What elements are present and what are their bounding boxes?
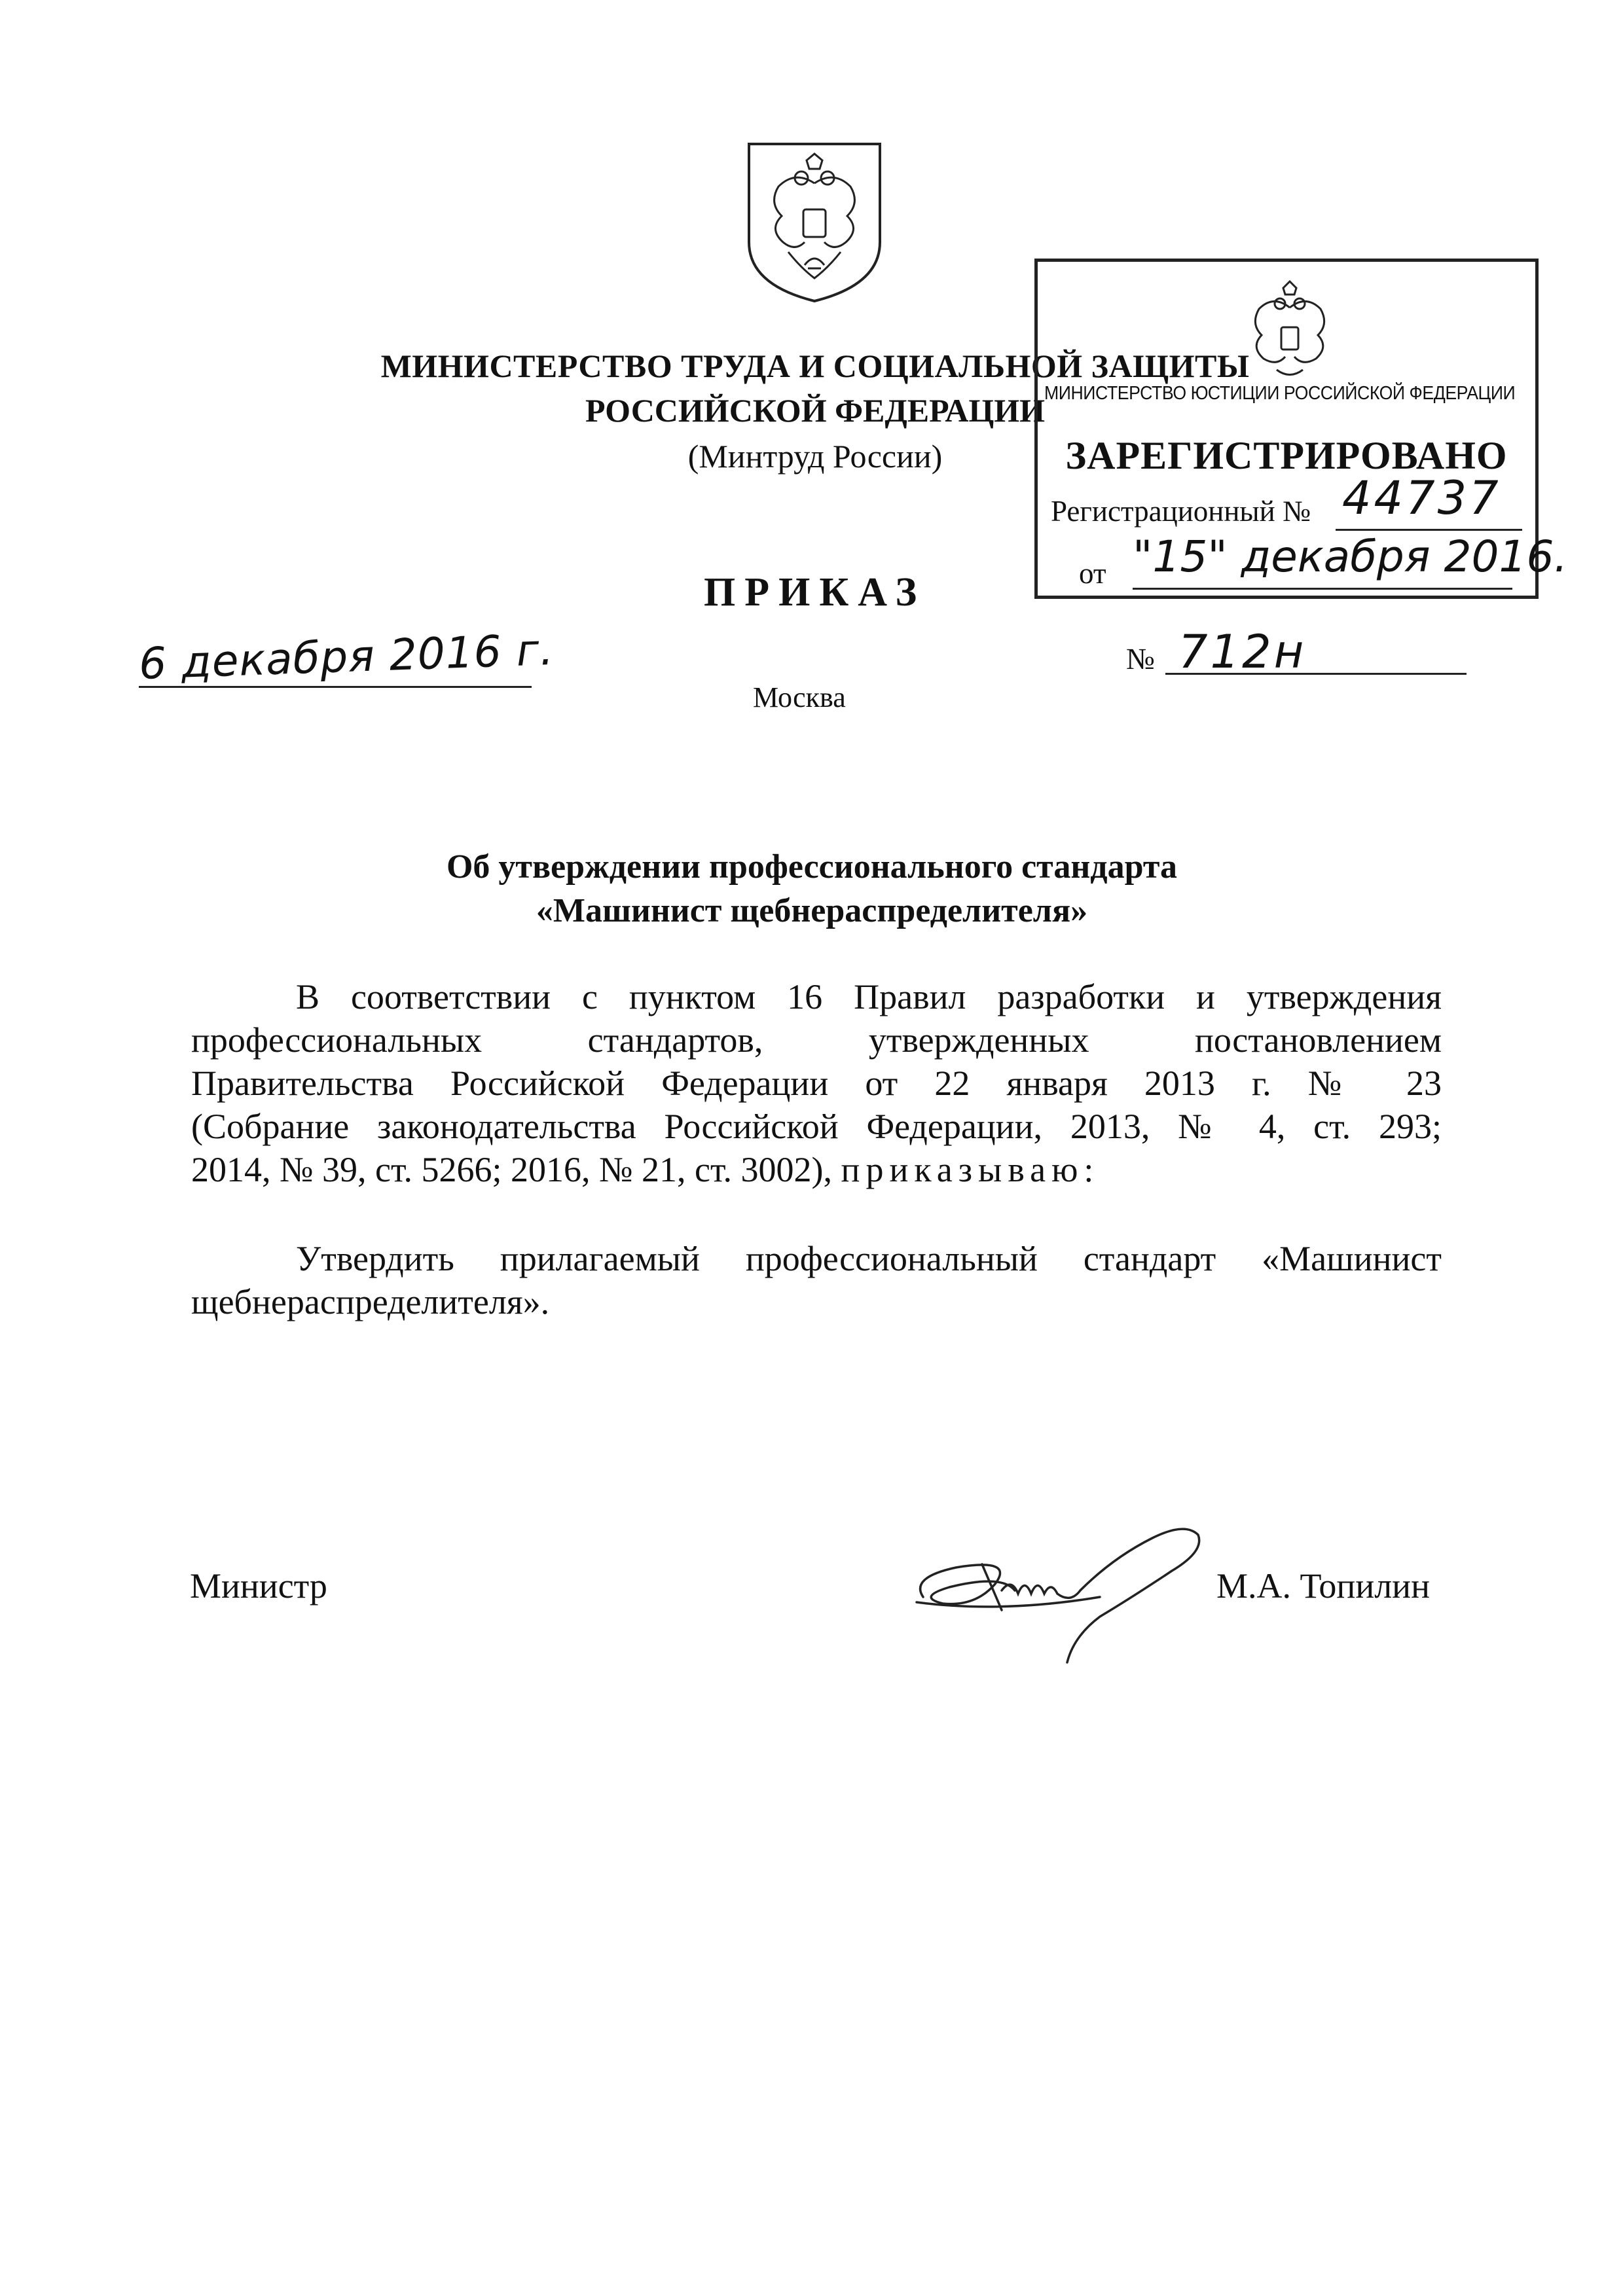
stamp-date-value: "15" декабря 2016. [1133, 531, 1568, 582]
body-line: Утвердить прилагаемый профессиональный стандарт «Машинист [296, 1239, 1442, 1278]
stamp-ministry-name: МИНИСТЕРСТВО ЮСТИЦИИ РОССИЙСКОЙ ФЕДЕРАЦИИ [1044, 383, 1516, 404]
ministry-name-line2: РОССИЙСКОЙ ФЕДЕРАЦИИ [585, 392, 1046, 429]
coat-of-arms-icon [1241, 275, 1339, 386]
handwritten-signature-icon [903, 1499, 1270, 1695]
stamp-registered: ЗАРЕГИСТРИРОВАНО [1065, 434, 1508, 477]
body-paragraph-1 [191, 975, 1442, 1191]
order-date: 6 декабря 2016 г. [137, 624, 555, 690]
signatory-position: Министр [190, 1566, 327, 1605]
stamp-regnum-label: Регистрационный № [1051, 495, 1311, 528]
coat-of-arms-icon [742, 137, 886, 308]
order-number-value: 712н [1178, 625, 1307, 679]
body-line: В соответствии с пунктом 16 Правил разработки и утверждения [296, 977, 1442, 1016]
divider [139, 686, 532, 688]
body-text: 2014, № 39, ст. 5266; 2016, № 21, ст. 3002), [191, 1150, 841, 1189]
document-title: ПРИКАЗ [704, 570, 926, 615]
subject-line2: «Машинист щебнераспределителя» [536, 892, 1088, 929]
ministry-short-name: (Минтруд России) [687, 438, 943, 475]
body-line: (Собрание законодательства Российской Федерации, 2013, № 4, ст. 293; [191, 1107, 1442, 1146]
divider [1336, 529, 1522, 531]
body-line: Правительства Российской Федерации от 22 января 2013 г. № 23 [191, 1064, 1442, 1103]
divider [1165, 673, 1467, 675]
signatory-name: М.А. Топилин [1216, 1566, 1430, 1605]
ministry-name-line1: МИНИСТЕРСТВО ТРУДА И СОЦИАЛЬНОЙ ЗАЩИТЫ [380, 348, 1250, 384]
body-paragraph-2 [191, 1237, 1442, 1323]
body-line [191, 1148, 1442, 1191]
divider [1133, 588, 1512, 590]
order-verb: приказываю: [841, 1150, 1100, 1189]
stamp-regnum-value: 44737 [1342, 471, 1501, 525]
body-line: профессиональных стандартов, утвержденных постановлением [191, 1020, 1442, 1060]
body-line: щебнераспределителя». [191, 1282, 550, 1321]
order-city: Москва [753, 681, 846, 713]
subject-line1: Об утверждении профессионального стандарта [446, 848, 1178, 886]
order-number-label: № [1126, 642, 1155, 675]
stamp-date-label: от [1079, 557, 1106, 590]
